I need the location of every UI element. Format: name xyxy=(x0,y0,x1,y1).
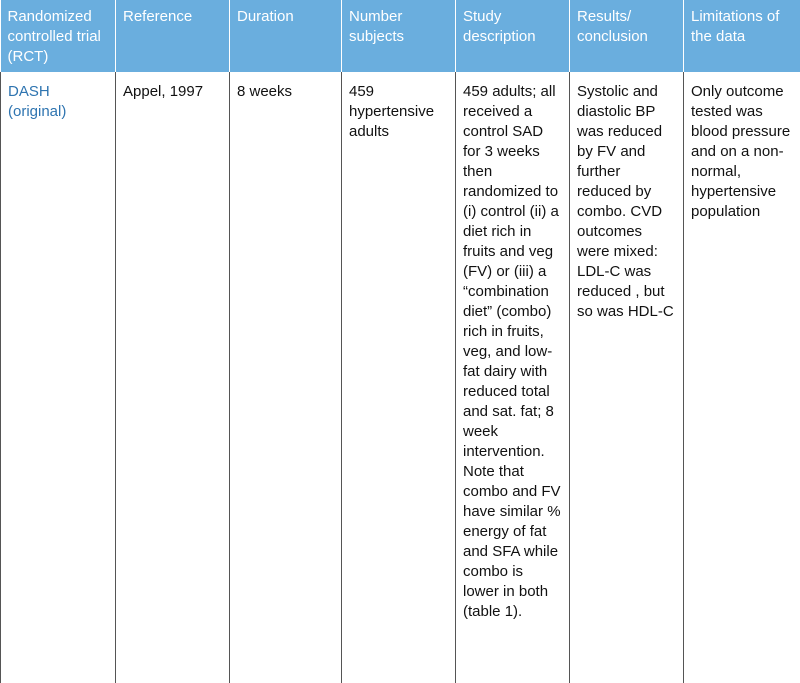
cell-number-subjects: 459 hypertensive adults xyxy=(342,72,456,683)
cell-duration: 8 weeks xyxy=(230,72,342,683)
table-row xyxy=(1,72,800,683)
header-rct: Randomized controlled trial (RCT) xyxy=(1,0,116,72)
header-study-description: Study description xyxy=(456,0,570,72)
header-limitations: Limitations of the data xyxy=(684,0,800,72)
cell-reference: Appel, 1997 xyxy=(116,72,230,683)
cell-trial-name[interactable]: DASH (original) xyxy=(1,72,116,683)
header-results-conclusion: Results/ conclusion xyxy=(570,0,684,72)
table-header xyxy=(1,0,800,72)
table-body xyxy=(1,72,800,683)
cell-limitations: Only outcome tested was blood pressure and on a non-normal, hypertensive population xyxy=(684,72,800,683)
header-row xyxy=(1,0,800,72)
cell-results-conclusion: Systolic and diastolic BP was reduced by FV and further reduced by combo. CVD outcomes were mixed: LDL-C was reduced , but so was HDL-C xyxy=(570,72,684,683)
header-duration: Duration xyxy=(230,0,342,72)
header-reference: Reference xyxy=(116,0,230,72)
header-number-subjects: Number subjects xyxy=(342,0,456,72)
cell-study-description: 459 adults; all received a control SAD for 3 weeks then randomized to (i) control (ii) a diet rich in fruits and veg (FV) or (iii) a “combination diet” (combo) rich in fruits, veg, and low-fat dairy with reduced total and sat. fat; 8 week intervention. Note that combo and FV have similar % energy of fat and SFA while combo is lower in both (table 1). xyxy=(456,72,570,683)
